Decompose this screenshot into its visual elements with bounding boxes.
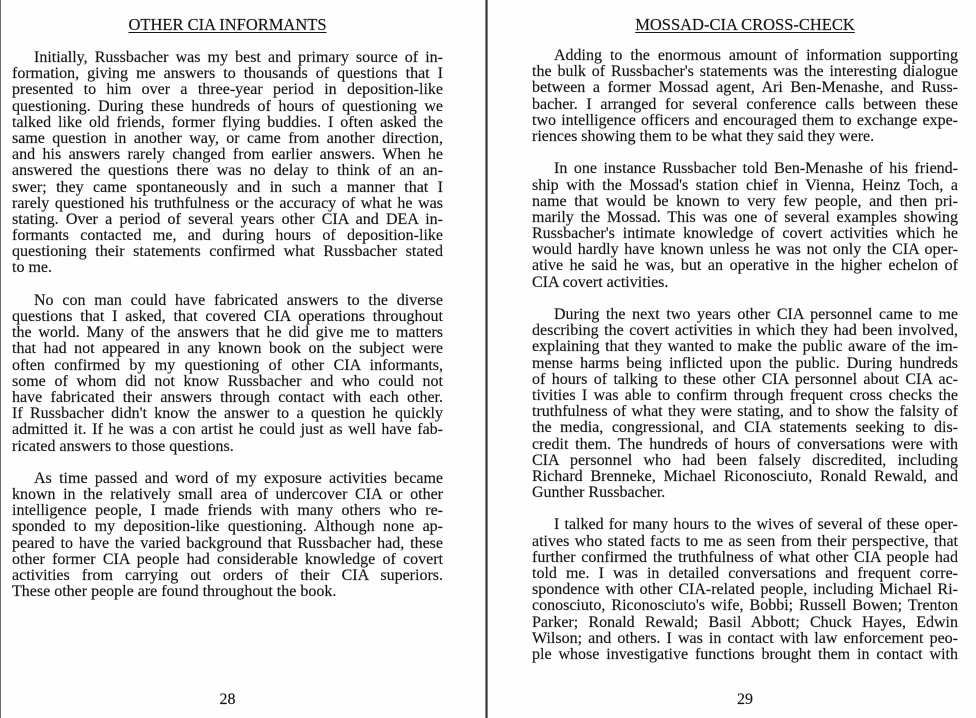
- text-line: activities from carrying out orders of their CIA superiors.: [12, 567, 443, 584]
- text-line: truthfulness of what they were stating, and to show the falsity of: [532, 403, 958, 421]
- text-line: tivities I was able to confirm through frequent cross checks the: [532, 386, 958, 404]
- text-line: swer; they came spontaneously and in such a manner that I: [12, 178, 443, 196]
- text-line: Parker; Ronald Rewald; Basil Abbott; Chuck Hayes, Edwin: [532, 613, 958, 631]
- text-line: atives who stated facts to me as seen from their perspective, that: [532, 532, 958, 550]
- text-line: and his answers rarely changed from earlier answers. When he: [12, 146, 443, 164]
- book-gutter: [485, 0, 488, 718]
- paragraph: [532, 48, 958, 145]
- text-line: some of whom did not know Russbacher and who could not: [12, 372, 443, 390]
- text-line: that had not appeared in any known book on the subject were: [12, 340, 443, 358]
- text-line: credit them. The hundreds of hours of conversations were with: [532, 435, 958, 453]
- text-line: formants contacted me, and during hours of deposition-like: [12, 227, 443, 245]
- text-line: Russbacher's intimate knowledge of covert activities which he: [532, 225, 958, 243]
- text-line: known in the relatively small area of undercover CIA or other: [12, 486, 443, 504]
- paragraph: [12, 50, 443, 277]
- text-line: rarely questioned his truthfulness or the accuracy of what he was: [12, 194, 443, 212]
- text-line: Wilson; and others. I was in contact with law enforcement peo-: [532, 629, 958, 647]
- paragraph: [12, 293, 443, 455]
- text-line: If Russbacher didn't know the answer to a question he quickly: [12, 405, 443, 423]
- text-line: the world. Many of the answers that he did give me to matters: [12, 324, 443, 342]
- page-number: 29: [737, 691, 753, 708]
- text-line: sponded to my deposition-like questioning. Although none ap-: [12, 518, 443, 536]
- page-body: [12, 50, 443, 617]
- text-line: answered the questions there was no delay to think of an an-: [12, 162, 443, 180]
- text-line: further confirmed the truthfulness of what other CIA people had: [532, 548, 958, 566]
- text-line: intelligence people, I made friends with many others who re-: [12, 502, 443, 520]
- text-line: have fabricated their answers through contact with each other.: [12, 388, 443, 406]
- text-line: riences showing them to be what they said they were.: [532, 127, 875, 145]
- text-line: As time passed and word of my exposure activities became: [34, 469, 443, 487]
- text-line: talked like old friends, former flying buddies. I often asked the: [12, 113, 443, 131]
- text-line: marily the Mossad. This was one of several examples showing: [532, 208, 958, 226]
- text-line: two intelligence officers and encouraged them to exchange expe-: [532, 111, 958, 129]
- text-line: ple whose investigative functions brought them in contact with: [532, 645, 958, 663]
- text-line: CIA personnel who had been falsely discredited, including: [532, 451, 958, 469]
- text-line: the media, congressional, and CIA statements seeking to dis-: [532, 419, 958, 437]
- text-line: questions that I asked, that covered CIA operations throughout: [12, 308, 443, 325]
- text-line: formation, giving me answers to thousands of questions that I: [12, 65, 443, 83]
- text-line: spondence with other CIA-related people, including Michael Ri-: [532, 581, 958, 599]
- text-line: bacher. I arranged for several conference calls between these: [532, 95, 958, 113]
- right-page: [532, 0, 958, 718]
- text-line: I talked for many hours to the wives of several of these oper-: [554, 516, 958, 534]
- text-line: Gunther Russbacher.: [532, 484, 666, 502]
- paragraph: [532, 161, 958, 291]
- text-line: conosciuto, Riconosciuto's wife, Bobbi; Russell Bowen; Trenton: [532, 597, 958, 615]
- paragraph: [12, 471, 443, 601]
- text-line: describing the covert activities in which they had been involved,: [532, 322, 958, 340]
- page-heading: MOSSAD-CIA CROSS-CHECK: [635, 15, 855, 34]
- text-line: presented to him over a three-year period in deposition-like: [12, 81, 443, 99]
- text-line: questioning their statements confirmed what Russbacher stated: [12, 243, 443, 261]
- text-line: mense harms being inflicted upon the public. During hundreds: [532, 354, 958, 372]
- text-line: same question in another way, or came from another direction,: [12, 129, 443, 147]
- text-line: ship with the Mossad's station chief in Vienna, Heinz Toch, a: [532, 176, 958, 194]
- text-line: In one instance Russbacher told Ben-Menashe of his friend-: [554, 160, 958, 178]
- text-line: Initially, Russbacher was my best and primary source of in-: [34, 49, 443, 66]
- paragraph: [532, 517, 958, 663]
- page-number: 28: [219, 691, 236, 708]
- text-line: often confirmed by my questioning of other CIA informants,: [12, 356, 443, 374]
- text-line: admitted it. If he was a con artist he could just as well have fab-: [12, 421, 443, 439]
- text-line: told me. I was in detailed conversations and frequent corre-: [532, 565, 958, 582]
- text-line: other former CIA people had considerable knowledge of covert: [12, 550, 443, 568]
- left-page: [12, 0, 443, 718]
- text-line: No con man could have fabricated answers to the diverse: [34, 291, 443, 309]
- text-line: to me.: [12, 259, 52, 277]
- text-line: of hours of talking to these other CIA personnel about CIA ac-: [532, 370, 958, 388]
- text-line: CIA covert activities.: [532, 273, 669, 291]
- page-body: [532, 48, 958, 679]
- text-line: would hardly have known unless he was not only the CIA oper-: [532, 241, 958, 259]
- paragraph: [532, 307, 958, 501]
- text-line: questioning. During these hundreds of hours of questioning we: [12, 97, 443, 115]
- text-line: Adding to the enormous amount of information supporting: [554, 47, 958, 64]
- text-line: stating. Over a period of several years other CIA and DEA in-: [12, 210, 443, 228]
- page-edge: [0, 0, 1, 718]
- text-line: name that would be known to very few people, and then pri-: [532, 192, 958, 210]
- text-line: Richard Brenneke, Michael Riconosciuto, Ronald Rewald, and: [532, 467, 958, 485]
- text-line: ricated answers to those questions.: [12, 437, 234, 455]
- text-line: During the next two years other CIA personnel came to me: [554, 306, 958, 323]
- text-line: These other people are found throughout the book.: [12, 583, 337, 601]
- text-line: the bulk of Russbacher's statements was the interesting dialogue: [532, 63, 958, 81]
- text-line: explaining that they wanted to make the public aware of the im-: [532, 338, 958, 356]
- text-line: peared to have the varied background that Russbacher had, these: [12, 534, 443, 552]
- text-line: ative he said he was, but an operative in the higher echelon of: [532, 257, 958, 275]
- page-heading: OTHER CIA INFORMANTS: [128, 15, 327, 34]
- text-line: between a former Mossad agent, Ari Ben-Menashe, and Russ-: [532, 79, 958, 97]
